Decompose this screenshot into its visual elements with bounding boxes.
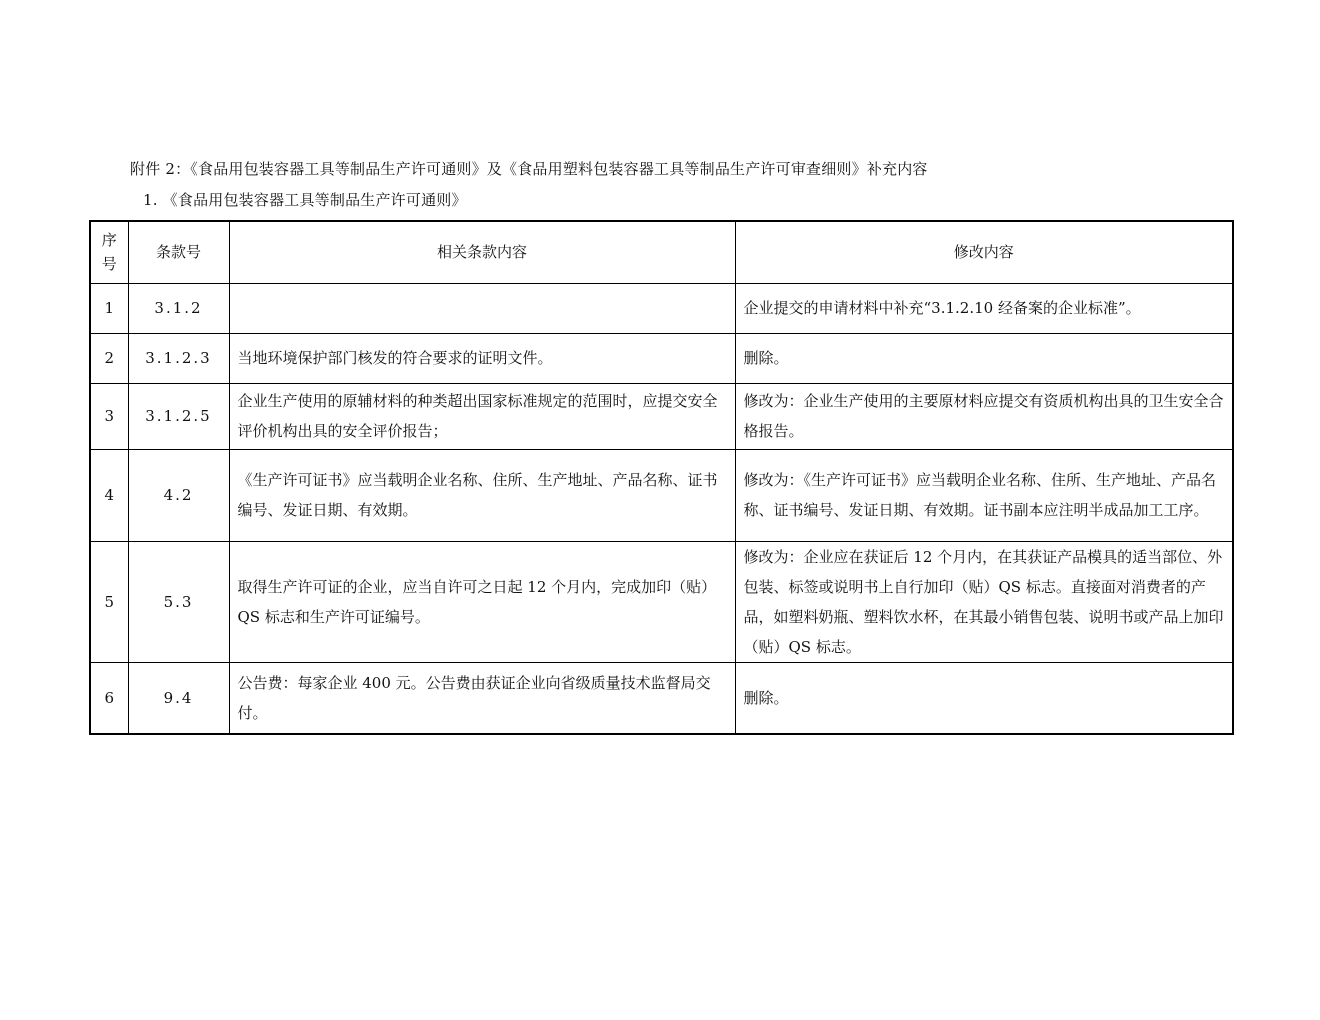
row-serial-number: 2 — [90, 333, 128, 383]
row-serial-number: 4 — [90, 449, 128, 541]
header-modification: 修改内容 — [735, 221, 1233, 283]
row-modification: 删除。 — [735, 662, 1233, 734]
table-row — [90, 449, 1233, 541]
row-clause-number: 3.1.2.3 — [128, 333, 229, 383]
row-modification: 企业提交的申请材料中补充“3.1.2.10 经备案的企业标准”。 — [735, 283, 1233, 333]
row-original-content: 取得生产许可证的企业，应当自许可之日起 12 个月内，完成加印（贴）QS 标志和生产许可证编号。 — [229, 541, 735, 662]
header-original-content: 相关条款内容 — [229, 221, 735, 283]
row-original-content: 《生产许可证书》应当载明企业名称、住所、生产地址、产品名称、证书编号、发证日期、有效期。 — [229, 449, 735, 541]
row-modification: 删除。 — [735, 333, 1233, 383]
section-title: 1. 《食品用包装容器工具等制品生产许可通则》 — [143, 191, 467, 209]
amendment-table — [89, 220, 1234, 735]
row-original-content: 公告费：每家企业 400 元。公告费由获证企业向省级质量技术监督局交付。 — [229, 662, 735, 734]
table-row — [90, 383, 1233, 449]
row-modification: 修改为：企业生产使用的主要原材料应提交有资质机构出具的卫生安全合格报告。 — [735, 383, 1233, 449]
table-row — [90, 283, 1233, 333]
row-clause-number: 4.2 — [128, 449, 229, 541]
row-serial-number: 3 — [90, 383, 128, 449]
row-serial-number: 1 — [90, 283, 128, 333]
row-clause-number: 5.3 — [128, 541, 229, 662]
header-serial-number: 序号 — [90, 221, 128, 283]
row-clause-number: 9.4 — [128, 662, 229, 734]
row-serial-number: 6 — [90, 662, 128, 734]
row-clause-number: 3.1.2.5 — [128, 383, 229, 449]
row-original-content: 企业生产使用的原辅材料的种类超出国家标准规定的范围时，应提交安全评价机构出具的安全评价报告； — [229, 383, 735, 449]
table-header-row — [90, 221, 1233, 283]
row-modification: 修改为：企业应在获证后 12 个月内，在其获证产品模具的适当部位、外包装、标签或说明书上自行加印（贴）QS 标志。直接面对消费者的产品，如塑料奶瓶、塑料饮水杯，在其最小销售包装、说明书或产品上加印（贴）QS 标志。 — [735, 541, 1233, 662]
row-original-content: 当地环境保护部门核发的符合要求的证明文件。 — [229, 333, 735, 383]
row-serial-number: 5 — [90, 541, 128, 662]
header-clause-number: 条款号 — [128, 221, 229, 283]
table-row — [90, 333, 1233, 383]
row-clause-number: 3.1.2 — [128, 283, 229, 333]
table-row — [90, 541, 1233, 662]
document-title: 附件 2：《食品用包装容器工具等制品生产许可通则》及《食品用塑料包装容器工具等制品生产许可审查细则》补充内容 — [130, 160, 928, 178]
row-modification: 修改为：《生产许可证书》应当载明企业名称、住所、生产地址、产品名称、证书编号、发证日期、有效期。证书副本应注明半成品加工工序。 — [735, 449, 1233, 541]
row-original-content — [229, 283, 735, 333]
table-row — [90, 662, 1233, 734]
